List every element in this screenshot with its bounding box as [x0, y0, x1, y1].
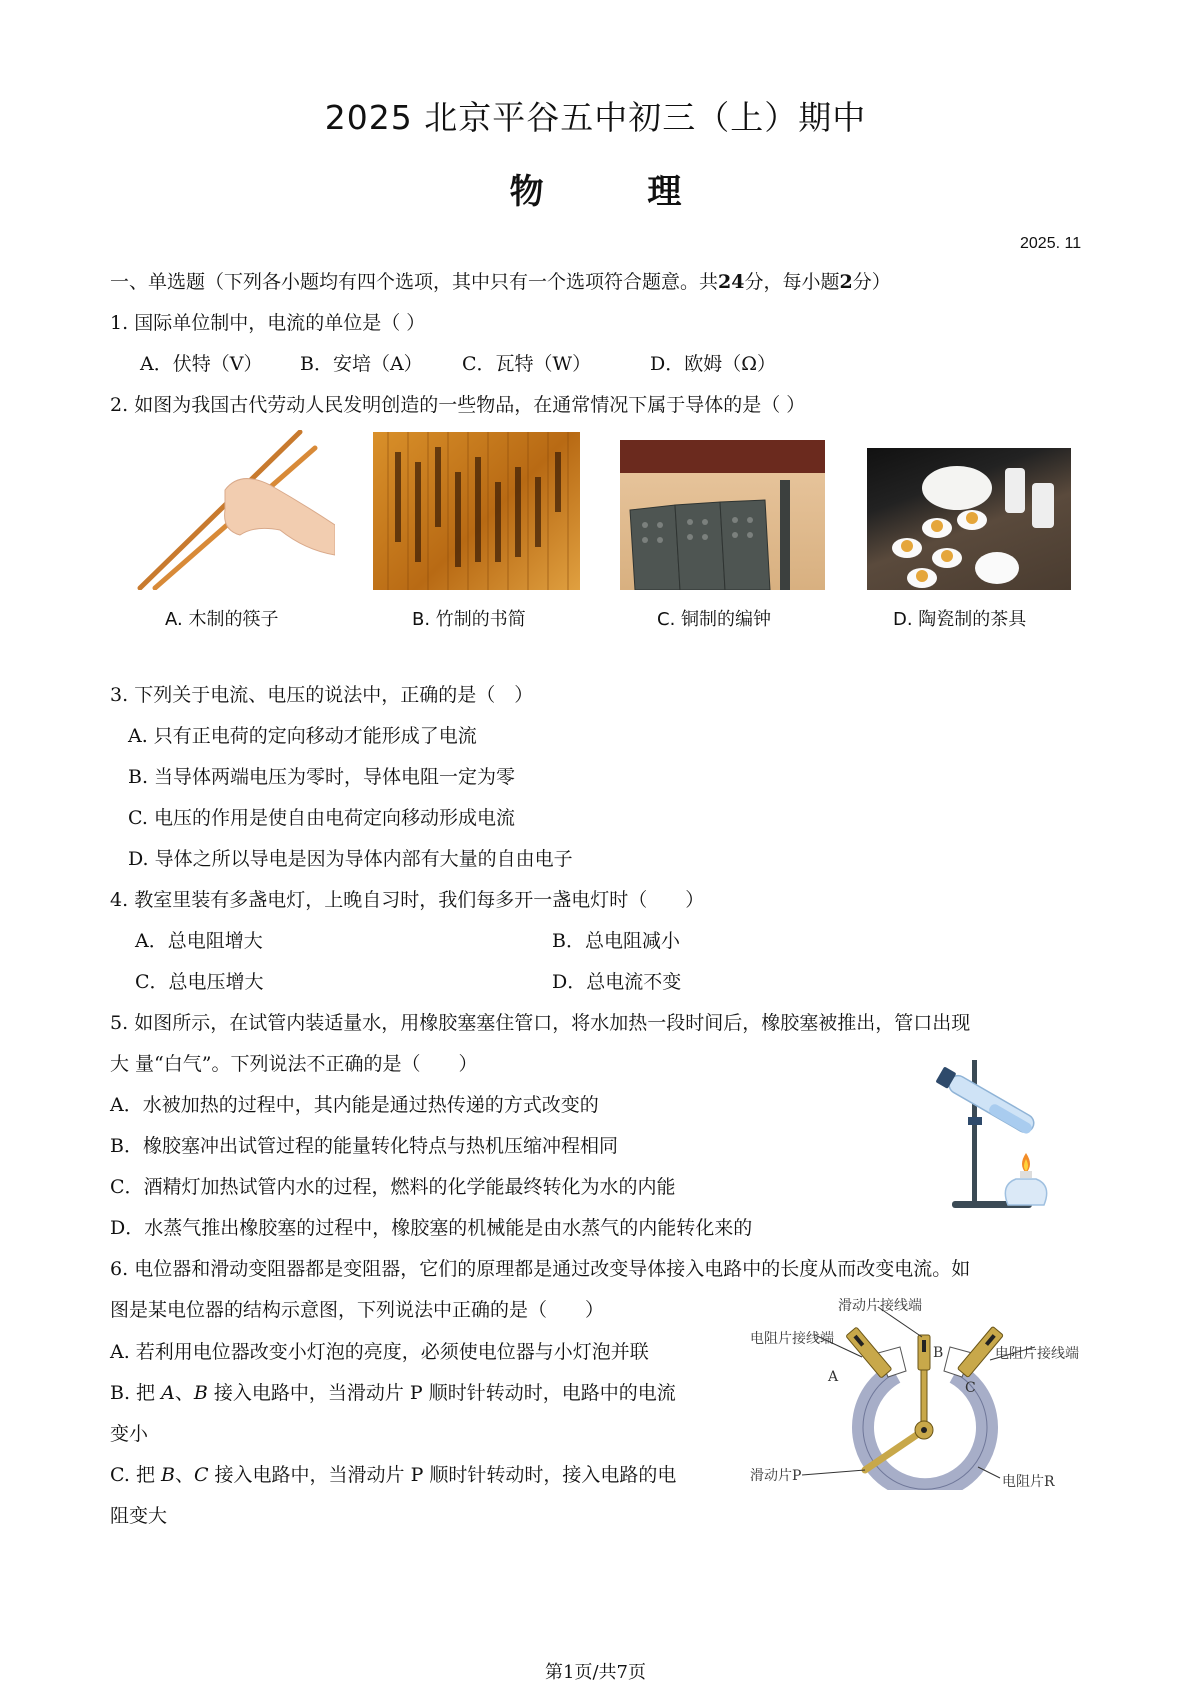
question-number: 5.	[110, 1012, 129, 1034]
q6-option-b	[110, 1381, 676, 1405]
section-heading	[110, 270, 891, 294]
resistor-r-label: 电阻片R	[1002, 1474, 1055, 1490]
q4-option-d: D．总电流不变	[552, 971, 682, 993]
stand-rod	[972, 1060, 977, 1205]
terminal-c-label: C	[965, 1380, 976, 1396]
subject-char-1: 物	[509, 172, 544, 212]
section-prefix: 一、单选题（下列各小题均有四个选项，其中只有一个选项符合题意。共	[110, 271, 719, 293]
test-tube-heating-figure	[930, 1055, 1070, 1215]
q4-option-c: C．总电压增大	[135, 971, 264, 993]
question-number: 1.	[110, 312, 129, 334]
exam-date: 2025. 11	[1020, 235, 1082, 252]
question-number: 4.	[110, 889, 129, 911]
section-mid: 分，每小题	[744, 271, 840, 293]
terminal-b-label: B	[933, 1345, 944, 1361]
separator: 、	[174, 1464, 194, 1486]
slider-terminal-label: 滑动片接线端	[838, 1298, 922, 1314]
q6-option-c-cont: 阻变大	[110, 1505, 168, 1527]
q3-option-a: A. 只有正电荷的定向移动才能形成了电流	[128, 725, 477, 747]
resistor-terminal-left-label: 电阻片接线端	[750, 1331, 834, 1347]
separator: 、	[174, 1382, 194, 1404]
page-number: 第1页/共7页	[545, 1662, 646, 1683]
q3-option-b: B. 当导体两端电压为零时，导体电阻一定为零	[128, 766, 516, 788]
option-a: A．伏特（V）	[140, 353, 263, 375]
slider-p-label: 滑动片P	[750, 1468, 802, 1484]
q3-option-c: C. 电压的作用是使自由电荷定向移动形成电流	[128, 807, 515, 829]
q5-option-b: B．橡胶塞冲出试管过程的能量转化特点与热机压缩冲程相同	[110, 1135, 618, 1157]
option-c: C．瓦特（W）	[462, 353, 592, 375]
option-prefix: B. 把	[110, 1382, 162, 1404]
section-each: 2	[839, 271, 853, 293]
subject-char-2: 理	[647, 172, 682, 212]
image-label-d: D. 陶瓷制的茶具	[893, 609, 1027, 630]
question-number: 6.	[110, 1258, 129, 1280]
terminal-b: B	[160, 1464, 175, 1486]
option-b: B．安培（A）	[300, 353, 423, 375]
question-number: 3.	[110, 684, 129, 706]
question-5-stem-line2: 大 量“白气”。下列说法不正确的是（ ）	[110, 1053, 478, 1075]
question-6-stem-line2: 图是某电位器的结构示意图，下列说法中正确的是（ ）	[110, 1299, 605, 1321]
question-6-stem-line1	[110, 1257, 970, 1281]
terminal-c: C	[193, 1464, 209, 1486]
q6-option-b-cont: 变小	[110, 1423, 149, 1445]
chopsticks-image	[130, 430, 335, 590]
question-2-stem	[110, 393, 805, 417]
ceramic-tea-set-image	[867, 448, 1071, 590]
image-label-c: C. 铜制的编钟	[657, 609, 772, 630]
option-text: 接入电路中，当滑动片 P 顺时针转动时，电路中的电流	[207, 1382, 676, 1404]
bamboo-slips-image	[373, 432, 580, 590]
terminal-b: B	[193, 1382, 208, 1404]
option-text: 接入电路中，当滑动片 P 顺时针转动时，接入电路的电	[208, 1464, 677, 1486]
section-total: 24	[718, 271, 745, 293]
image-label-a: A. 木制的筷子	[165, 609, 279, 630]
question-number: 2.	[110, 394, 129, 416]
potentiometer-diagram	[750, 1295, 1095, 1490]
question-text: 如图为我国古代劳动人民发明创造的一些物品，在通常情况下属于导体的是（ ）	[134, 394, 806, 416]
resistor-terminal-right-label: 电阻片接线端	[995, 1346, 1079, 1362]
question-text: 如图所示，在试管内装适量水，用橡胶塞塞住管口，将水加热一段时间后，橡胶塞被推出，管口出现	[134, 1012, 971, 1034]
section-suffix: 分）	[852, 271, 891, 293]
q4-option-b: B．总电阻减小	[552, 930, 680, 952]
question-4-stem	[110, 888, 704, 912]
question-text: 电位器和滑动变阻器都是变阻器，它们的原理都是通过改变导体接入电路中的长度从而改变电流。如	[134, 1258, 971, 1280]
question-text: 国际单位制中，电流的单位是（ ）	[134, 312, 426, 334]
q6-option-c	[110, 1463, 676, 1487]
question-1-stem	[110, 311, 425, 335]
q5-option-a: A．水被加热的过程中，其内能是通过热传递的方式改变的	[110, 1094, 599, 1116]
subject-title	[0, 164, 1191, 213]
q6-option-a: A. 若利用电位器改变小灯泡的亮度，必须使电位器与小灯泡并联	[110, 1341, 649, 1363]
q5-option-d: D．水蒸气推出橡胶塞的过程中，橡胶塞的机械能是由水蒸气的内能转化来的	[110, 1217, 753, 1239]
q4-option-a: A．总电阻增大	[135, 930, 263, 952]
question-3-stem	[110, 683, 533, 707]
option-prefix: C. 把	[110, 1464, 161, 1486]
terminal-a-label: A	[828, 1369, 839, 1385]
exam-title: 2025 北京平谷五中初三（上）期中	[324, 98, 867, 137]
question-1-options	[140, 352, 776, 376]
bronze-bells-image	[620, 440, 825, 590]
option-d: D．欧姆（Ω）	[650, 353, 776, 375]
question-5-stem-line1	[110, 1011, 970, 1035]
terminal-a: A	[161, 1382, 175, 1404]
question-text: 教室里装有多盏电灯，上晚自习时，我们每多开一盏电灯时（ ）	[134, 889, 705, 911]
q3-option-d: D. 导体之所以导电是因为导体内部有大量的自由电子	[128, 848, 573, 870]
image-label-b: B. 竹制的书简	[412, 609, 526, 630]
question-text: 下列关于电流、电压的说法中，正确的是（ ）	[134, 684, 534, 706]
q5-option-c: C．酒精灯加热试管内水的过程，燃料的化学能最终转化为水的内能	[110, 1176, 676, 1198]
